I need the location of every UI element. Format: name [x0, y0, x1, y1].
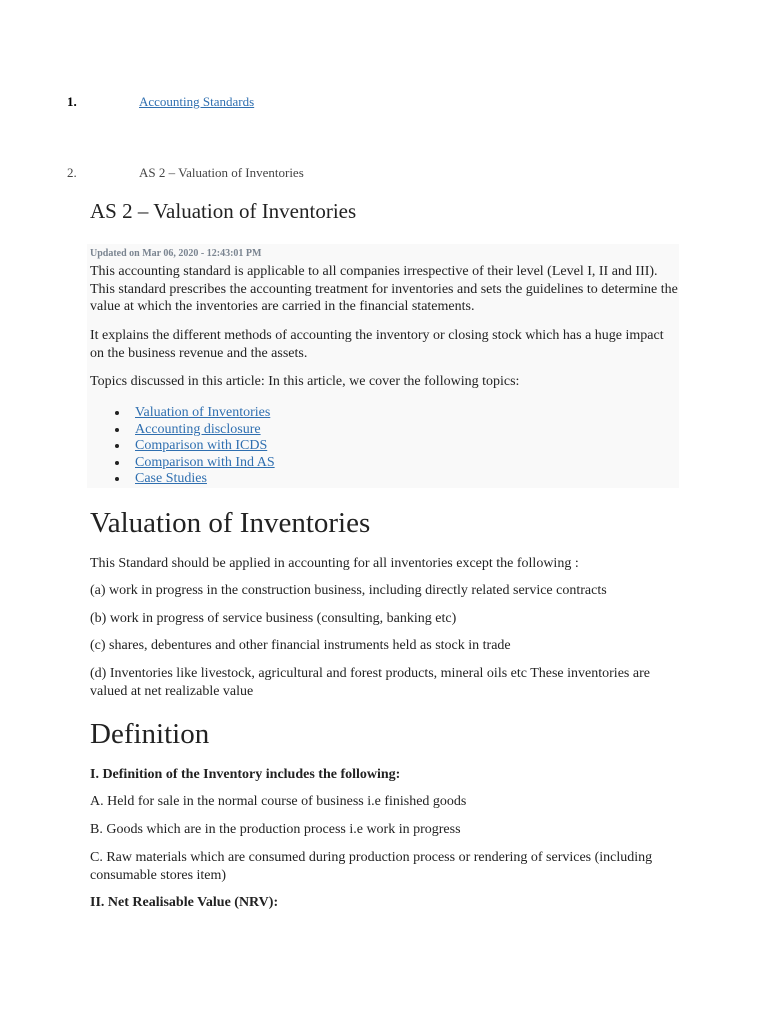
valuation-item-b: (b) work in progress of service business (consulting, banking etc): [90, 611, 457, 626]
accounting-standards-link[interactable]: Accounting Standards: [139, 94, 255, 109]
topic-link-ind-as[interactable]: Comparison with Ind AS: [135, 454, 275, 470]
list-item: [90, 438, 275, 455]
list-number: 1.: [67, 94, 77, 109]
definition-heading: Definition: [90, 718, 210, 750]
definition-subheading-2: II. Net Realisable Value (NRV):: [90, 895, 279, 910]
intro-paragraph-1: This accounting standard is applicable to all companies irrespective of their level (Level I, II and III). This standard prescribes the accounting treatment for inventories and sets the guidelines to determine the value at which the inventories are carried in the financial statements.: [90, 264, 678, 314]
intro-paragraph-2: It explains the different methods of accounting the inventory or closing stock which has a huge impact on the business revenue and the assets.: [90, 328, 664, 361]
list-item: [90, 405, 275, 422]
valuation-item-d: (d) Inventories like livestock, agricultural and forest products, mineral oils etc These inventories are valued at net realizable value: [90, 666, 650, 699]
updated-timestamp: Updated on Mar 06, 2020 - 12:43:01 PM: [90, 248, 262, 259]
valuation-item-c: (c) shares, debentures and other financial instruments held as stock in trade: [90, 638, 511, 653]
definition-item-b: B. Goods which are in the production process i.e work in progress: [90, 822, 461, 837]
topic-link-disclosure[interactable]: Accounting disclosure: [135, 421, 261, 437]
list-item: [90, 471, 275, 488]
topic-link-case-studies[interactable]: Case Studies: [135, 471, 207, 487]
topics-list: [90, 405, 275, 488]
definition-item-a: A. Held for sale in the normal course of business i.e finished goods: [90, 794, 467, 809]
list-number: 2.: [67, 165, 77, 180]
valuation-item-a: (a) work in progress in the construction business, including directly related service contracts: [90, 583, 607, 598]
list-item: [90, 422, 275, 439]
definition-item-c: C. Raw materials which are consumed during production process or rendering of services (including consumable stores item): [90, 850, 653, 883]
definition-subheading-1: I. Definition of the Inventory includes the following:: [90, 767, 401, 782]
topic-link-icds[interactable]: Comparison with ICDS: [135, 438, 268, 454]
list-item: [90, 455, 275, 472]
breadcrumb-current: AS 2 – Valuation of Inventories: [139, 165, 304, 180]
valuation-heading: Valuation of Inventories: [90, 507, 371, 539]
article-title: AS 2 – Valuation of Inventories: [90, 199, 357, 223]
valuation-intro: This Standard should be applied in accounting for all inventories except the following :: [90, 556, 579, 571]
topics-intro: Topics discussed in this article: In this article, we cover the following topics:: [90, 374, 520, 389]
topic-link-valuation[interactable]: Valuation of Inventories: [135, 405, 271, 420]
